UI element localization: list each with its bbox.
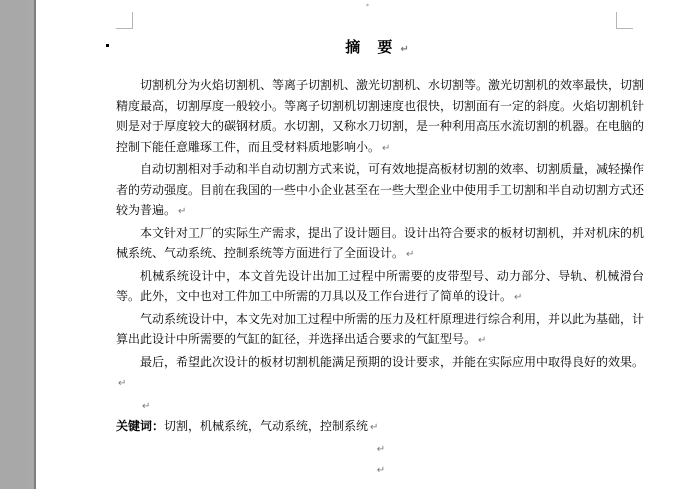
paragraph-text: 本文针对工厂的实际生产需求，提出了设计题目。设计出符合要求的板材切割机，并对机床的机械系统、气动系统、控制系统等方面进行了全面设计。 [116, 225, 645, 260]
paragraph-mark-icon: ↵ [376, 444, 386, 455]
paragraph-text: 气动系统设计中，本文先对加工过程中所需的压力及杠杆原理进行综合利用，并以此为基础，计算出此设计中所需要的气缸的缸径，并选择出适合要求的气缸型号。 [116, 311, 645, 346]
paragraph-mark-icon: ↵ [406, 249, 415, 260]
paragraph-text: 机械系统设计中，本文首先设计出加工过程中所需要的皮带型号、动力部分、导轨、机械滑台等。此外，文中也对工件加工中所需的刀具以及工作台进行了简单的设计。 [116, 268, 644, 303]
bullet-marker [106, 44, 109, 47]
keywords-line [116, 416, 644, 439]
margin-corner-top-left [116, 12, 133, 29]
paragraph-text: 自动切割相对手动和半自动切割方式来说，可有效地提高板材切割的效率、切割质量，减轻操作者的劳动强度。目前在我国的一些中小企业甚至在一些大型企业中使用手工切割和半自动切割方式还较为普遍。 [116, 162, 645, 217]
paragraph-text: 切割机分为火焰切割机、等离子切割机、激光切割机、水切割等。激光切割机的效率最快，切割精度最高，切割厚度一般较小。等离子切割机切割速度也很快，切割面有一定的斜度。火焰切割机针则是对于厚度较大的碳钢材质。水切割，又称水刀切割，是一种利用高压水流切割的机器。在电脑的控制下能任意雕琢工件，而且受材料质地影响小。 [116, 78, 645, 154]
paragraph-mark-icon: ↵ [514, 292, 523, 303]
abstract-paragraph-3 [116, 223, 644, 266]
keywords-label: 关键词： [116, 418, 165, 433]
abstract-paragraph-1 [116, 75, 644, 159]
abstract-paragraph-5 [116, 309, 644, 352]
abstract-title-text: 摘 要 [345, 38, 399, 56]
abstract-paragraph-2 [116, 159, 644, 223]
left-gutter [0, 0, 26, 489]
paragraph-text: 最后，希望此次设计的板材切割机能满足预期的设计要求，并能在实际应用中取得良好的效果。 [140, 354, 645, 369]
top-mark: * [366, 3, 369, 10]
empty-paragraph [116, 395, 644, 416]
paragraph-mark-icon: ↵ [142, 400, 151, 412]
document-page[interactable] [36, 0, 676, 489]
paragraph-mark-icon: ↵ [382, 142, 391, 154]
paragraph-mark-icon: ↵ [400, 44, 415, 55]
abstract-title [116, 36, 644, 61]
abstract-paragraph-6 [116, 352, 644, 395]
paragraph-mark-icon: ↵ [118, 378, 127, 389]
paragraph-mark-icon: ↵ [178, 206, 187, 217]
empty-paragraph [116, 459, 644, 480]
paragraph-mark-icon: ↵ [370, 421, 379, 433]
keywords-text: 切割，机械系统，气动系统，控制系统 [164, 418, 369, 433]
document-body[interactable] [116, 36, 644, 480]
paragraph-mark-icon: ↵ [478, 335, 487, 346]
abstract-paragraph-4 [116, 266, 644, 309]
paragraph-mark-icon: ↵ [376, 465, 386, 476]
margin-corner-top-right [616, 12, 633, 29]
empty-paragraph [116, 438, 644, 459]
